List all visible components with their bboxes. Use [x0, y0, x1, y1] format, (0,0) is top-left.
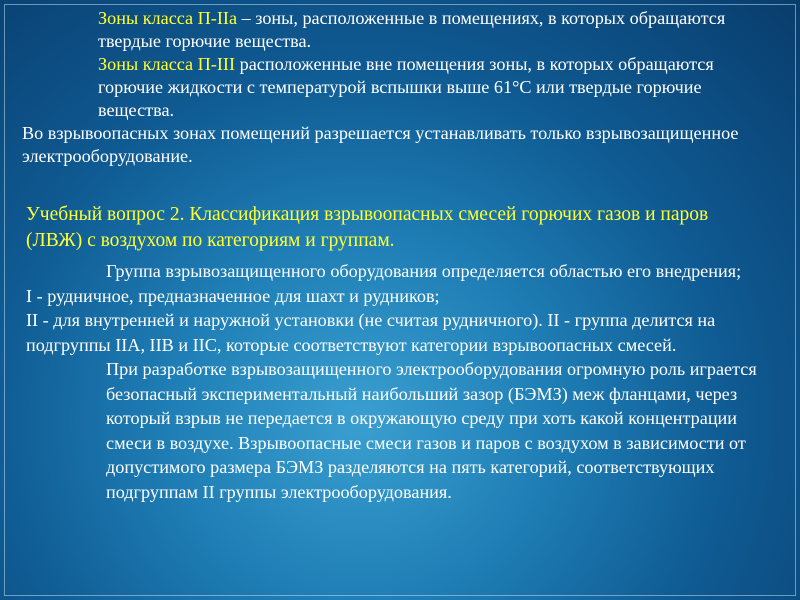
zone-3-paragraph	[22, 53, 782, 122]
group-1-paragraph: I - рудничное, предназначенное для шахт и рудников;	[26, 285, 440, 306]
zone-2a-text: – зоны, расположенные в помещениях, в которых обращаются твердые горючие вещества.	[98, 8, 726, 51]
zone-3-text: расположенные вне помещения зоны, в которых обращаются горючие жидкости с температурой вспышки выше 61°С или твердые горючие вещества.	[98, 54, 714, 120]
bemz-paragraph: При разработке взрывозащищенного электрооборудования огромную роль играется безопасный экспериментальный наибольший зазор (БЭМЗ) меж фланцами, через который взрыв не передается в окружающую среду при хоть какой концентрации смеси в воздухе. Взрывоопасные смеси газов и паров с воздухом в зависимости от допустимого размера БЭМЗ разделяются на пять категорий, соответствующих подгруппам II группы электрооборудования.	[106, 359, 757, 502]
group-2-paragraph: II - для внутренней и наружной установки (не считая рудничного). II - группа делится на подгруппы IIA, IIB и IIC, которые соответствуют категории взрывоопасных смесей.	[26, 310, 716, 355]
zone-3-label: Зоны класса П-III	[98, 54, 236, 74]
zone-2a-paragraph	[22, 7, 782, 53]
zone-2a-label: Зоны класса П-IIа	[98, 8, 238, 28]
intro-block	[22, 7, 782, 168]
question-title: Учебный вопрос 2. Классификация взрывоопасных смесей горючих газов и паров (ЛВЖ) с воздухом по категориям и группам.	[26, 204, 709, 251]
group-definition-paragraph: Группа взрывозащищенного оборудования определяется областью его внедрения;	[106, 261, 742, 281]
rule-paragraph: Во взрывоопасных зонах помещений разрешается устанавливать только взрывозащищенное электрооборудование.	[22, 123, 739, 166]
body-block	[26, 259, 776, 504]
